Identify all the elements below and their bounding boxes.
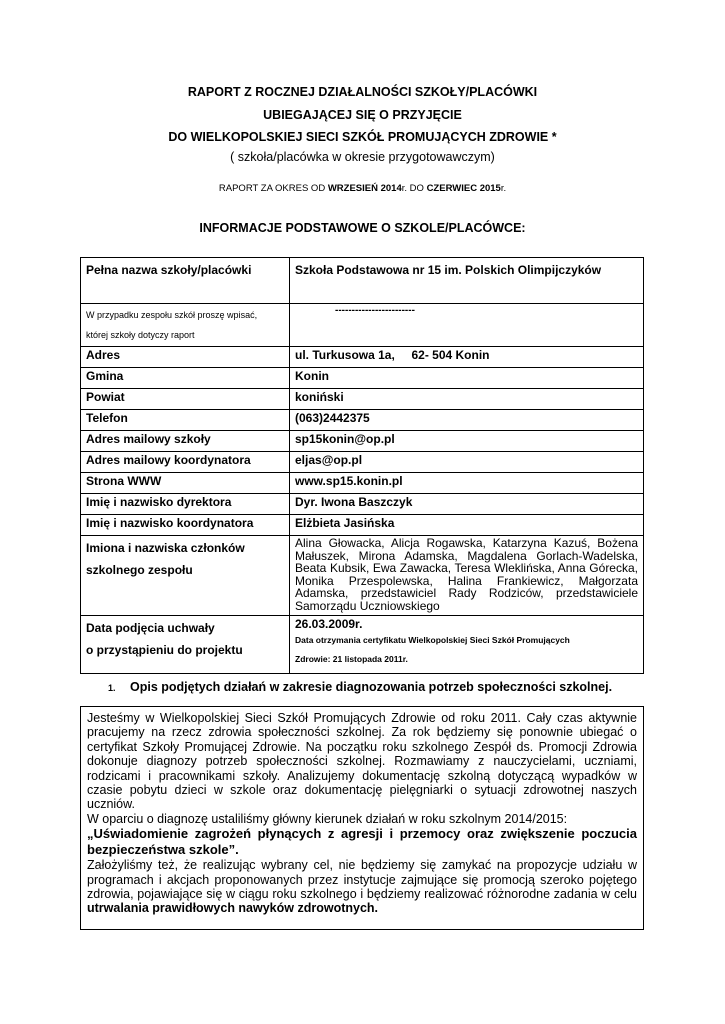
table-row	[81, 368, 644, 389]
description-paragraph-4-bold: utrwalania prawidłowych nawyków zdrowotnych.	[87, 901, 379, 916]
report-title-line2: UBIEGAJĄCEJ SIĘ O PRZYJĘCIE	[263, 108, 462, 122]
coord-email-label: Adres mailowy koordynatora	[81, 452, 290, 473]
info-section-title: INFORMACJE PODSTAWOWE O SZKOLE/PLACÓWCE:	[199, 221, 526, 235]
gmina-label: Gmina	[81, 368, 290, 389]
report-title-line1: RAPORT Z ROCZNEJ DZIAŁALNOŚCI SZKOŁY/PLACÓWKI	[187, 85, 538, 99]
director-value: Dyr. Iwona Baszczyk	[290, 494, 644, 515]
period-prefix: RAPORT ZA OKRES OD	[218, 183, 328, 194]
table-row	[81, 536, 644, 616]
table-row	[81, 473, 644, 494]
resolution-value	[290, 616, 644, 674]
description-paragraph-2: W oparciu o diagnozę ustaliliśmy główny kierunek działań w roku szkolnym 2014/2015:	[87, 811, 568, 826]
cert-line2: Zdrowie: 21 listopada 2011r.	[295, 654, 408, 664]
description-box	[80, 706, 644, 930]
address-value: ul. Turkusowa 1a, 62- 504 Konin	[290, 347, 644, 368]
members-label-line2: szkolnego zespołu	[86, 563, 193, 577]
phone-label: Telefon	[81, 410, 290, 431]
coord-email-value: eljas@op.pl	[290, 452, 644, 473]
members-label-line1: Imiona i nazwiska członków	[86, 541, 245, 555]
table-row	[81, 258, 644, 304]
members-value: Alina Głowacka, Alicja Rogawska, Katarzyna Kazuś, Bożena Małuszek, Mirona Adamska, Magdalena Gorlach-Wadelska, Beata Kubsik, Ewa Zawacka, Teresa Wleklińska, Anna Górecka, Monika Przespolewska, Halina Frankiewicz, Małgorzata Adamska, przedstawiciel Rady Rodziców, przedstawiciele Samorządu Uczniowskiego	[290, 536, 644, 616]
table-row	[81, 515, 644, 536]
table-row	[81, 452, 644, 473]
team-note-line2: której szkoły dotyczy raport	[86, 330, 195, 340]
table-row	[81, 304, 644, 347]
description-paragraph-4-text: Założyliśmy też, że realizując wybrany cel, nie będziemy się zamykać na propozycje udziału w programach i akcjach proponowanych przez instytucje zajmujące się promocją szeroko pojętego zdrowia, pojawiające się w ciągu roku szkolnego i będziemy realizować różnorodne zadania w celu	[87, 858, 637, 902]
description-paragraph-1: Jesteśmy w Wielkopolskiej Sieci Szkół Promujących Zdrowie od roku 2011. Cały czas aktywnie pracujemy na rzecz zdrowia społeczności szkolnej. Za rok będziemy się ponownie ubiegać o certyfikat Szkoły Promującej Zdrowie. Na początku roku szkolnego Zespół ds. Promocji Zdrowia dokonuje diagnozy potrzeb społeczności szkolnej. Rozmawiamy z nauczycielami, uczniami, rodzicami i pracownikami szkoły. Analizujemy dokumentację szkolną dotyczącą wypadków w czasie pobytu dzieci w szkole oraz dokumentację pielęgniarki o sytuacji zdrowotnej naszych uczniów.	[87, 711, 637, 812]
section-title: Opis podjętych działań w zakresie diagnozowania potrzeb społeczności szkolnej.	[130, 680, 613, 694]
report-subtitle: ( szkoła/placówka w okresie przygotowawczym)	[230, 150, 495, 164]
table-row	[81, 494, 644, 515]
table-row	[81, 389, 644, 410]
period-from: WRZESIEŃ 2014	[327, 183, 402, 194]
powiat-label: Powiat	[81, 389, 290, 410]
period-mid1: r. DO	[401, 183, 427, 194]
name-value: Szkoła Podstawowa nr 15 im. Polskich Olimpijczyków	[290, 258, 644, 304]
table-row	[81, 347, 644, 368]
name-label: Pełna nazwa szkoły/placówki	[81, 258, 290, 304]
www-value: www.sp15.konin.pl	[290, 473, 644, 494]
report-title-line3: DO WIELKOPOLSKIEJ SIECI SZKÓŁ PROMUJĄCYCH ZDROWIE *	[168, 130, 557, 144]
resolution-label	[81, 616, 290, 674]
team-note-line1: W przypadku zespołu szkół proszę wpisać,	[86, 310, 258, 320]
address-label: Adres	[81, 347, 290, 368]
www-label: Strona WWW	[81, 473, 290, 494]
director-label: Imię i nazwisko dyrektora	[81, 494, 290, 515]
section-heading	[108, 680, 612, 694]
team-note	[81, 304, 290, 347]
members-label	[81, 536, 290, 616]
table-row	[81, 410, 644, 431]
team-value-cell	[290, 304, 644, 347]
section-number: 1.	[108, 683, 116, 693]
team-value: ------------------------	[335, 305, 415, 316]
resolution-date: 26.03.2009r.	[295, 617, 363, 631]
main-goal: „Uświadomienie zagrożeń płynących z agresji i przemocy oraz zwiększenie poczucia bezpieczeństwa szkole”.	[87, 826, 637, 858]
school-email-value: sp15konin@op.pl	[290, 431, 644, 452]
table-row	[81, 431, 644, 452]
school-info-table	[80, 257, 644, 674]
coordinator-label: Imię i nazwisko koordynatora	[81, 515, 290, 536]
powiat-value: koniński	[290, 389, 644, 410]
resolution-label-line2: o przystąpieniu do projektu	[86, 643, 243, 657]
phone-value: (063)2442375	[290, 410, 644, 431]
resolution-label-line1: Data podjęcia uchwały	[86, 621, 215, 635]
cert-line1: Data otrzymania certyfikatu Wielkopolskiej Sieci Szkół Promujących	[295, 635, 570, 645]
gmina-value: Konin	[290, 368, 644, 389]
table-row	[81, 616, 644, 674]
coordinator-value: Elżbieta Jasińska	[290, 515, 644, 536]
period-mid2: r.	[500, 183, 507, 194]
report-period	[0, 183, 725, 194]
period-to: CZERWIEC 2015	[426, 183, 501, 194]
school-email-label: Adres mailowy szkoły	[81, 431, 290, 452]
description-paragraph-4	[87, 858, 637, 916]
